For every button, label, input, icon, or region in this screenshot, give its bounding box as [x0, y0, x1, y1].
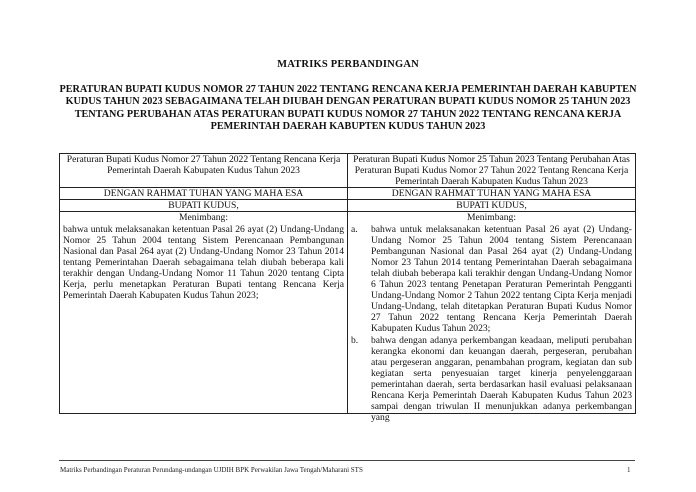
- right-header-cell: Peraturan Bupati Kudus Nomor 25 Tahun 2023 Tentang Perubahan Atas Peraturan Bupati Kudus Nomor 27 Tahun 2022 Tentang Rencana Kerja Pemerintah Daerah Kabupaten Kudus Tahun 2023: [348, 154, 636, 188]
- right-considering-cell: [348, 212, 636, 424]
- point-marker: a.: [351, 223, 358, 235]
- document-subtitle: PERATURAN BUPATI KUDUS NOMOR 27 TAHUN 2022 TENTANG RENCANA KERJA PEMERINTAH DAERAH KABUPTEN KUDUS TAHUN 2023 SEBAGAIMANA TELAH DIUBAH DENGAN PERATURAN BUPATI KUDUS NOMOR 25 TAHUN 2023 TENTANG PERUBAHAN ATAS PERATURAN BUPATI KUDUS NOMOR 27 TAHUN 2022 TENTANG RENCANA KERJA PEMERINTAH DAERAH KABUPTEN KUDUS TAHUN 2023: [59, 84, 637, 133]
- page-number: 1: [627, 466, 631, 474]
- footer-text: Matriks Perbandingan Peraturan Perundang-undangan UJDIH BPK Perwakilan Jawa Tengah/Maharani STS: [60, 466, 363, 474]
- list-item: [351, 224, 632, 335]
- list-item: [351, 334, 632, 424]
- document-title: MATRIKS PERBANDINGAN: [277, 59, 419, 70]
- point-text: bahwa dengan adanya perkembangan keadaan, meliputi perubahan kerangka ekonomi dan keuangan daerah, pergeseran, perubahan atau pergeseran anggaran, penambahan program, kegiatan dan sub kegiatan serta penyesuaian target kinerja penyelenggaraan pemerintahan daerah, serta berdasarkan hasil evaluasi pelaksanaan Rencana Kerja Pemerintah Daerah Kabupaten Kudus Tahun 2023 sampai dengan triwulan II menunjukkan adanya perkembangan yang: [371, 334, 632, 424]
- table-header-row: [60, 154, 636, 188]
- right-considering-label: Menimbang:: [466, 212, 517, 224]
- right-blessing: DENGAN RAHMAT TUHAN YANG MAHA ESA: [348, 188, 636, 200]
- left-considering-text: bahwa untuk melaksanakan ketentuan Pasal 26 ayat (2) Undang-Undang Nomor 25 Tahun 2004 tentang Sistem Perencanaan Pembangunan Nasional dan Pasal 264 ayat (2) Undang-Undang Nomor 23 Tahun 2014 tentang Pemerintahan Daerah sebagaimana telah diubah beberapa kali terakhir dengan Undang-Undang Nomor 11 Tahun 2020 tentang Cipta Kerja, perlu menetapkan Peraturan Bupati tentang Rencana Kerja Pemerintah Daerah Kabupaten Kudus Tahun 2023;: [63, 223, 344, 302]
- blessing-row: [60, 188, 636, 200]
- official-row: [60, 200, 636, 212]
- right-considering-list: [351, 223, 632, 424]
- considering-row: [60, 212, 636, 413]
- left-considering-cell: [60, 212, 348, 413]
- comparison-table: [59, 153, 636, 424]
- left-official: BUPATI KUDUS,: [60, 200, 348, 212]
- left-considering-label: Menimbang:: [178, 212, 229, 224]
- left-blessing: DENGAN RAHMAT TUHAN YANG MAHA ESA: [60, 188, 348, 200]
- footer-divider: [59, 460, 635, 461]
- point-text: bahwa untuk melaksanakan ketentuan Pasal 26 ayat (2) Undang-Undang Nomor 25 Tahun 2004 tentang Sistem Perencanaan Pembangunan Nasional dan Pasal 264 ayat (2) Undang-Undang Nomor 23 Tahun 2014 tentang Pemerintahan Daerah sebagaimana telah diubah beberapa kali terakhir dengan Undang-Undang Nomor 6 Tahun 2023 tentang Penetapan Peraturan Pemerintah Pengganti Undang-Undang Nomor 2 Tahun 2022 tentang Cipta Kerja menjadi Undang-Undang, telah ditetapkan Peraturan Bupati Kudus Nomor 27 Tahun 2022 tentang Rencana Kerja Pemerintah Daerah Kabupaten Kudus Tahun 2023;: [371, 223, 632, 335]
- right-official: BUPATI KUDUS,: [348, 200, 636, 212]
- left-header-cell: Peraturan Bupati Kudus Nomor 27 Tahun 2022 Tentang Rencana Kerja Pemerintah Daerah Kabupaten Kudus Tahun 2023: [60, 154, 348, 188]
- point-marker: b.: [351, 334, 359, 346]
